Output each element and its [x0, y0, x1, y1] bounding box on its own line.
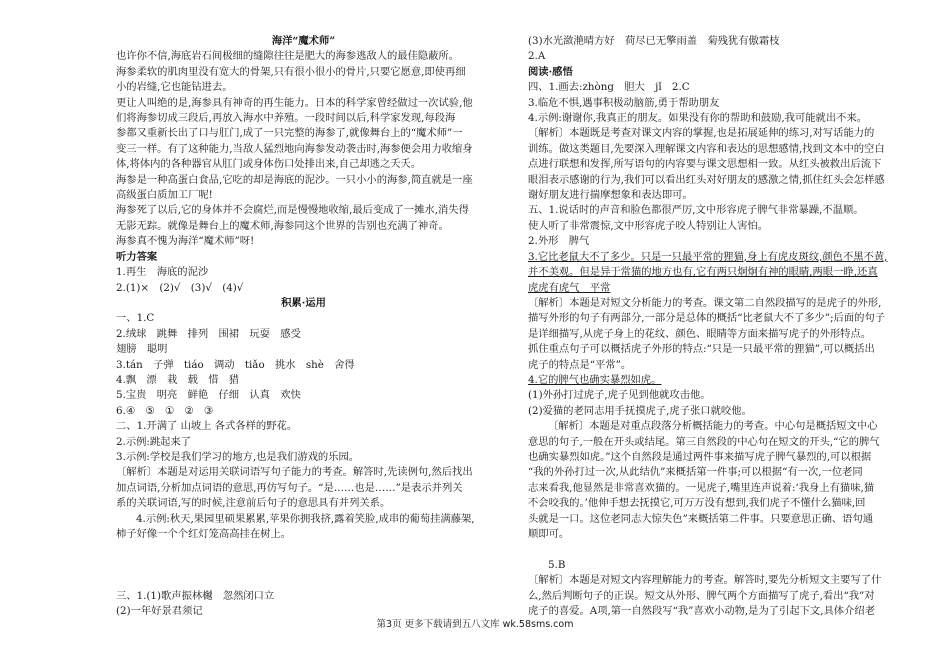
right-line: 眼泪表示感谢的行为,我们可以看出红头对好朋友的感激之情,抓住红头会怎样感	[528, 173, 885, 186]
left-line: (2)一年好景君须记	[116, 604, 203, 617]
left-line	[116, 542, 491, 557]
right-line: (3)水光潋滟晴方好 荷尽已无擎雨盖 菊残犹有傲霜枝	[528, 35, 780, 47]
right-line: 虎子的喜爱。A项,第一自然段写“我”喜欢小动物,是为了引起下文,具体介绍老	[528, 605, 875, 618]
left-line: 参都又重新长出了口与肛门,成了一只完整的海参了,就像舞台上的“魔术师”一	[116, 127, 463, 140]
right-line: 五、1.说话时的声音和脸色都很严厉,文中形容虎子脾气非常暴躁,不温顺。	[528, 204, 864, 217]
right-line	[528, 542, 900, 557]
left-line: 4.示例:秋天,果园里硕果累累,苹果你拥我挤,露着笑脸,成串的葡萄挂满藤架,	[136, 512, 475, 525]
left-line: 柿子好像一个个红灯笼高高挂在树上。	[116, 528, 292, 540]
left-line	[116, 573, 491, 588]
left-line: 海参真不愧为海洋“魔术师”呀!	[116, 235, 255, 248]
left-line: 三、1.(1)歌声振林樾 忽然闭口立	[116, 589, 275, 602]
left-line: 2.绒球 跳舞 排列 围裙 玩耍 感受	[116, 327, 301, 340]
left-line: 更让人叫绝的是,海参具有神奇的再生能力。日本的科学家曾经做过一次试验,他	[116, 96, 473, 109]
right-line: 不会咬我的。’他伸手想去抚摸它,可万万没有想到,我们虎子不懂什么猫味,回	[528, 497, 866, 510]
left-line: 3.tán 子弹 tiáo 调动 tiǎo 挑水 shè 舍得	[116, 358, 355, 371]
left-line: 〔解析〕本题是对运用关联词语写句子能力的考查。解答时,先读例句,然后找出	[116, 466, 473, 479]
right-line: 四、1.画去:zhòng 胆大 jǐ 2.C	[528, 81, 690, 94]
right-line: 〔解析〕本题既是考查对课文内容的掌握,也是拓展延伸的练习,对写话能力的	[528, 127, 875, 140]
right-line: 并不美观。但是异于常猫的地方也有,它有两只炯炯有神的眼睛,两眼一睁,还真	[528, 266, 878, 279]
right-line: 也确实暴烈如虎。”这个自然段是通过两件事来描写虎子脾气暴烈的,可以根据	[528, 450, 872, 463]
left-line: 一、1.C	[116, 312, 155, 325]
left-line: 系的关联词语,写的时候,注意前后句子的意思具有并列关系。	[116, 497, 391, 510]
right-line: 〔解析〕本题是对短文分析能力的考查。课文第二自然段描写的是虎子的外形,	[528, 296, 882, 309]
left-line: 1.再生 海底的泥沙	[116, 266, 209, 279]
left-line: 们将海参切成三段后,再放入海水中养殖。一段时间以后,科学家发现,每段海	[116, 112, 456, 125]
left-line: 也许你不信,海底岩石间极细的缝隙往往是肥大的海参逃敌人的最佳隐蔽所。	[116, 50, 460, 63]
left-line: 二、1.开满了 山坡上 各式各样的野花。	[116, 420, 298, 433]
left-line: 变三一样。有了这种能力,当敌人猛烈地向海参发动袭击时,海参便会用力收缩身	[116, 142, 473, 155]
left-line: 听力答案	[116, 250, 158, 263]
right-line: 虎虎有虎气 平常	[528, 281, 611, 294]
right-line: 虎子的特点是“平常”。	[528, 358, 632, 371]
left-line: 2.示例:跳起来了	[116, 435, 192, 448]
left-line: 海参柔软的肌肉里没有宽大的骨架,只有很小很小的骨片,只要它愿意,即使再细	[116, 65, 466, 78]
right-line: 2.外形 脾气	[528, 235, 590, 248]
right-line: 么,然后判断句子的正误。短文从外形、脾气两个方面描写了虎子,看出“我”对	[528, 589, 875, 602]
left-line: 加点词语,分析加点词语的意思,再仿写句子。“是……也是……”是表示并列关	[116, 481, 463, 494]
right-line: 〔解析〕本题是对重点段落分析概括能力的考查。中心句是概括短文中心	[548, 420, 878, 433]
right-line: 使人听了非常震惊,文中形容虎子咬人特别让人害怕。	[528, 219, 769, 232]
left-line: 体,将体内的各种器官从肛门或身体伤口处排出来,自己却逃之夭夭。	[116, 158, 422, 171]
right-line: 谢好朋友进行揣摩想象和表达即可。	[528, 189, 693, 202]
left-line: 2.(1)× (2)√ (3)√ (4)√	[116, 281, 244, 294]
left-line: 3.示例:学校是我们学习的地方,也是我们游戏的乐园。	[116, 450, 360, 463]
left-line: 高级蛋白质加工厂呢!	[116, 189, 213, 202]
right-line: (1)外孙打过虎子,虎子见到他就攻击他。	[528, 389, 711, 402]
right-line: 4.它的脾气也确实暴烈如虎。	[528, 373, 662, 386]
right-line: 2.A	[528, 50, 546, 63]
right-column	[528, 34, 900, 619]
right-line: 头就是一口。这位老同志大惊失色”来概括第二件事。只要意思正确、语句通	[528, 512, 874, 525]
right-line: 4.示例:谢谢你,我真正的朋友。如果没有你的帮助和鼓励,我可能就出不来。	[528, 112, 868, 125]
right-line: “我的外孙打过一次,从此结仇”来概括第一件事;可以根据“有一次,一位老同	[528, 466, 863, 479]
right-line: 3.它比老鼠大不了多少。只是一只最平常的狸猫,身上有虎皮斑纹,颜色不黑不黄,	[528, 250, 888, 263]
right-line: 抓住重点句子可以概括虎子外形的特点:“只是一只最平常的狸猫”,可以概括出	[528, 343, 875, 356]
right-line: 3.临危不惧,遇事积极动脑筋,勇于帮助朋友	[528, 96, 720, 109]
left-line: 海参是一种高蛋白食品,它吃的却是海底的泥沙。一只小小的海参,简直就是一座	[116, 173, 473, 186]
left-line: 积累·运用	[281, 296, 326, 309]
left-column	[116, 34, 491, 619]
right-line: 顺即可。	[528, 528, 570, 540]
left-line: 6.④ ⑤ ① ② ③	[116, 404, 214, 417]
right-line: 训练。做这类题目,先要深入理解课文内容和表达的思想感情,找到文本中的空白	[528, 142, 885, 155]
left-line: 无影无踪。就像是舞台上的魔术师,海参同这个世界的告别也充满了神奇。	[116, 219, 449, 232]
left-line: 5.宝贵 明亮 鲜艳 仔细 认真 欢快	[116, 389, 301, 402]
left-line: 海洋“魔术师”	[271, 35, 336, 47]
left-line	[116, 558, 491, 573]
left-line: 翅膀 聪明	[116, 343, 168, 356]
right-line: 志来看我,他显然是非常喜欢猫的。一见虎子,嘴里连声说着:‘我身上有猫味,猫	[528, 481, 875, 494]
right-line: 意思的句子,一般在开头或结尾。第三自然段的中心句在短文的开头,“它的脾气	[528, 435, 880, 448]
right-line: 是详细描写,从虎子身上的花纹、颜色、眼睛等方面来描写虎子的外形特点。	[528, 327, 872, 340]
right-line: 描写外形的句子有两部分,一部分是总体的概括“比老鼠大不了多少”;后面的句子	[528, 312, 886, 325]
right-line: 5.B	[548, 558, 566, 571]
right-line: 〔解析〕本题是对短文内容理解能力的考查。解答时,要先分析短文主要写了什	[528, 574, 882, 587]
page-footer: 第3页 更多下载请到五八文库 wk.58sms.com	[376, 619, 574, 630]
right-line: 阅读·感悟	[528, 65, 573, 78]
right-line: (2)爱猫的老同志用手抚摸虎子,虎子张口就咬他。	[528, 404, 752, 417]
left-line: 小的岩缝,它也能钻进去。	[116, 81, 233, 94]
right-line: 点进行联想和发挥,所写语句的内容要与课文思想相一致。从红头被救出后流下	[528, 158, 882, 171]
left-line: 海参死了以后,它的身体并不会腐烂,而是慢慢地收缩,最后变成了一摊水,消失得	[116, 204, 469, 217]
left-line: 4.飘 漂 栽 载 惜 猎	[116, 373, 240, 386]
